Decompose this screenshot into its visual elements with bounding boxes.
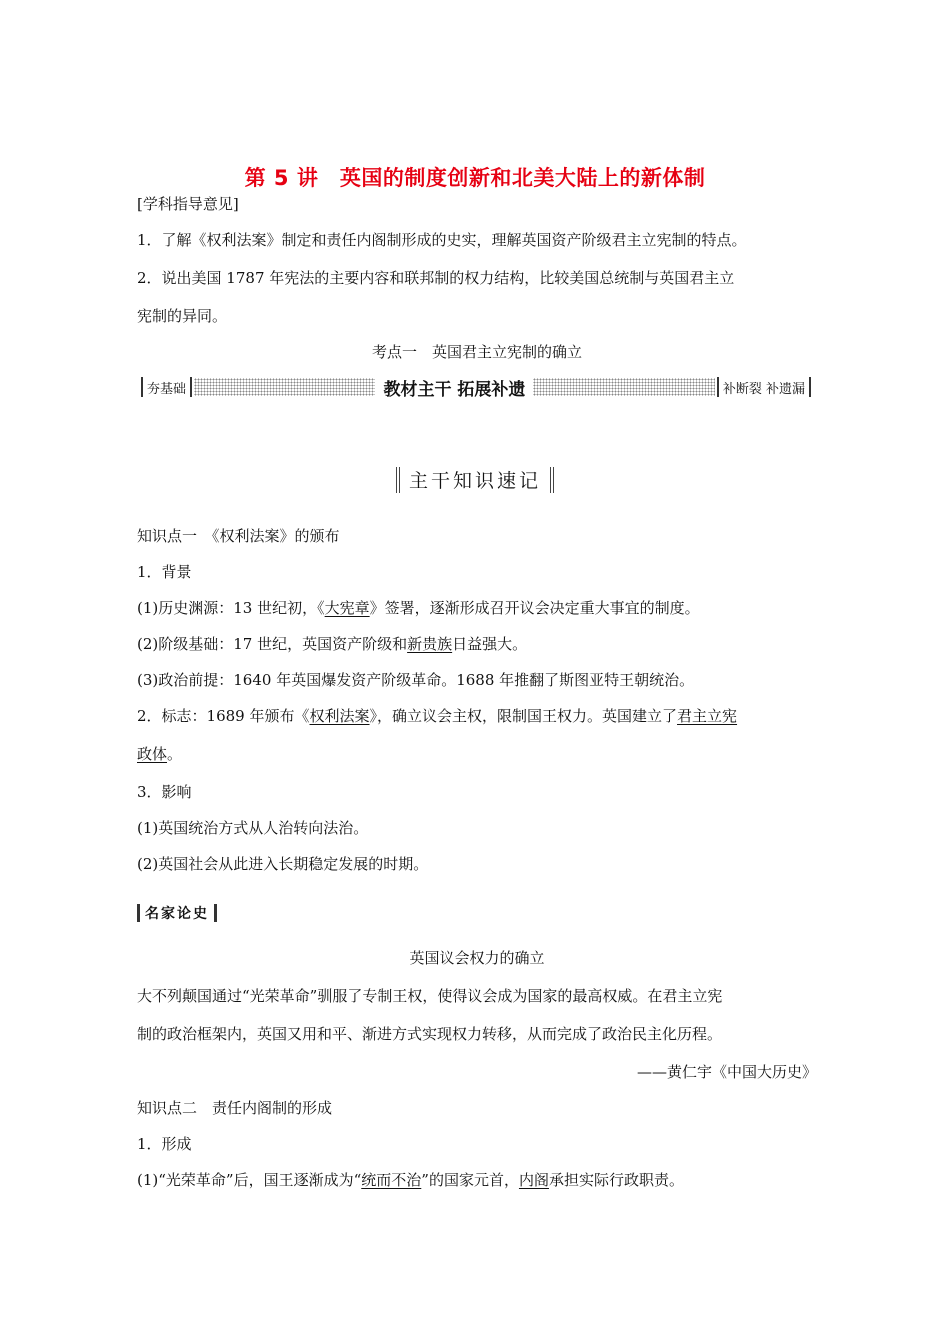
banner-bar: [190, 377, 192, 397]
tag-bar: [214, 904, 217, 922]
text: 承担实际行政职责。: [548, 1171, 684, 1189]
text: 。: [167, 745, 183, 763]
guidance-item-1: 1．了解《权利法案》制定和责任内阁制形成的史实，理解英国资产阶级君主立宪制的特点。: [137, 231, 747, 249]
underlined-text: 新贵族: [407, 635, 453, 653]
quote-line-2: 制的政治框架内，英国又用和平、渐进方式实现权力转移，从而完成了政治民主化历程。: [137, 1025, 723, 1043]
text: (1)“光荣革命”后，国王逐渐成为“: [137, 1171, 362, 1189]
quote-source: ——黄仁宇《中国大历史》: [636, 1063, 817, 1081]
section-bar: [550, 467, 554, 493]
underlined-text: 政体: [137, 745, 168, 763]
guidance-item-2-cont: 宪制的异同。: [137, 307, 228, 325]
text: (2)阶级基础：17 世纪，英国资产阶级和: [137, 635, 408, 653]
kp1-sign: [137, 706, 817, 726]
section-title: 主干知识速记: [408, 470, 541, 492]
section-banner: [141, 375, 811, 399]
kp1-impact-1: (1)英国统治方式从人治转向法治。: [137, 819, 369, 837]
underlined-text: 君主立宪: [677, 707, 738, 725]
text: (1)历史渊源：13 世纪初，《: [137, 599, 325, 617]
banner-middle: 教材主干 拓展补遗: [383, 379, 526, 400]
guidance-item-2: 2．说出美国 1787 年宪法的主要内容和联邦制的权力结构，比较美国总统制与英国君主立: [137, 269, 735, 287]
kp1-background: 1．背景: [137, 563, 192, 581]
text: 日益强大。: [452, 635, 528, 653]
kp1-impact-2: (2)英国社会从此进入长期稳定发展的时期。: [137, 855, 429, 873]
banner-left: 夯基础: [147, 381, 187, 397]
quote-line-1: 大不列颠国通过“光荣革命”驯服了专制王权，使得议会成为国家的最高权威。在君主立宪: [137, 987, 723, 1005]
kp1-sign-cont: [137, 744, 817, 764]
underlined-text: 内阁: [518, 1171, 549, 1189]
kp1-background-3: (3)政治前提：1640 年英国爆发资产阶级革命。1688 年推翻了斯图亚特王朝统治。: [137, 671, 695, 689]
kp1-heading: 知识点一 《权利法案》的颁布: [137, 527, 340, 545]
kp2-formation: 1．形成: [137, 1135, 192, 1153]
underlined-text: 权利法案: [309, 707, 370, 725]
kp2-formation-1: [137, 1170, 817, 1190]
underlined-text: 统而不治: [361, 1171, 422, 1189]
kp2-heading: 知识点二 责任内阁制的形成: [137, 1099, 333, 1117]
quote-title: 英国议会权力的确立: [409, 949, 545, 967]
lesson-title: 第 5 讲 英国的制度创新和北美大陆上的新体制: [244, 166, 706, 190]
kp1-background-1: [137, 598, 817, 618]
tag-label: 名家论史: [145, 906, 209, 922]
famous-commentary-tag: [137, 903, 217, 923]
kp1-background-2: [137, 634, 817, 654]
banner-right: 补断裂 补遗漏: [722, 381, 806, 397]
text: 》签署，逐渐形成召开议会决定重大事宜的制度。: [369, 599, 700, 617]
underlined-text: 大宪章: [324, 599, 370, 617]
text: 2．标志：1689 年颁布《: [137, 707, 310, 725]
guidance-heading: [学科指导意见]: [137, 195, 239, 213]
text: ”的国家元首，: [421, 1171, 519, 1189]
banner-dots: [194, 378, 375, 396]
section-title-box: [0, 466, 950, 493]
text: 》，确立议会主权，限制国王权力。英国建立了: [369, 707, 678, 725]
kp1-impact: 3．影响: [137, 783, 192, 801]
banner-bar: [809, 377, 811, 397]
banner-dots: [533, 378, 714, 396]
kaodian-heading: 考点一 英国君主立宪制的确立: [371, 343, 582, 361]
section-bar: [396, 467, 400, 493]
